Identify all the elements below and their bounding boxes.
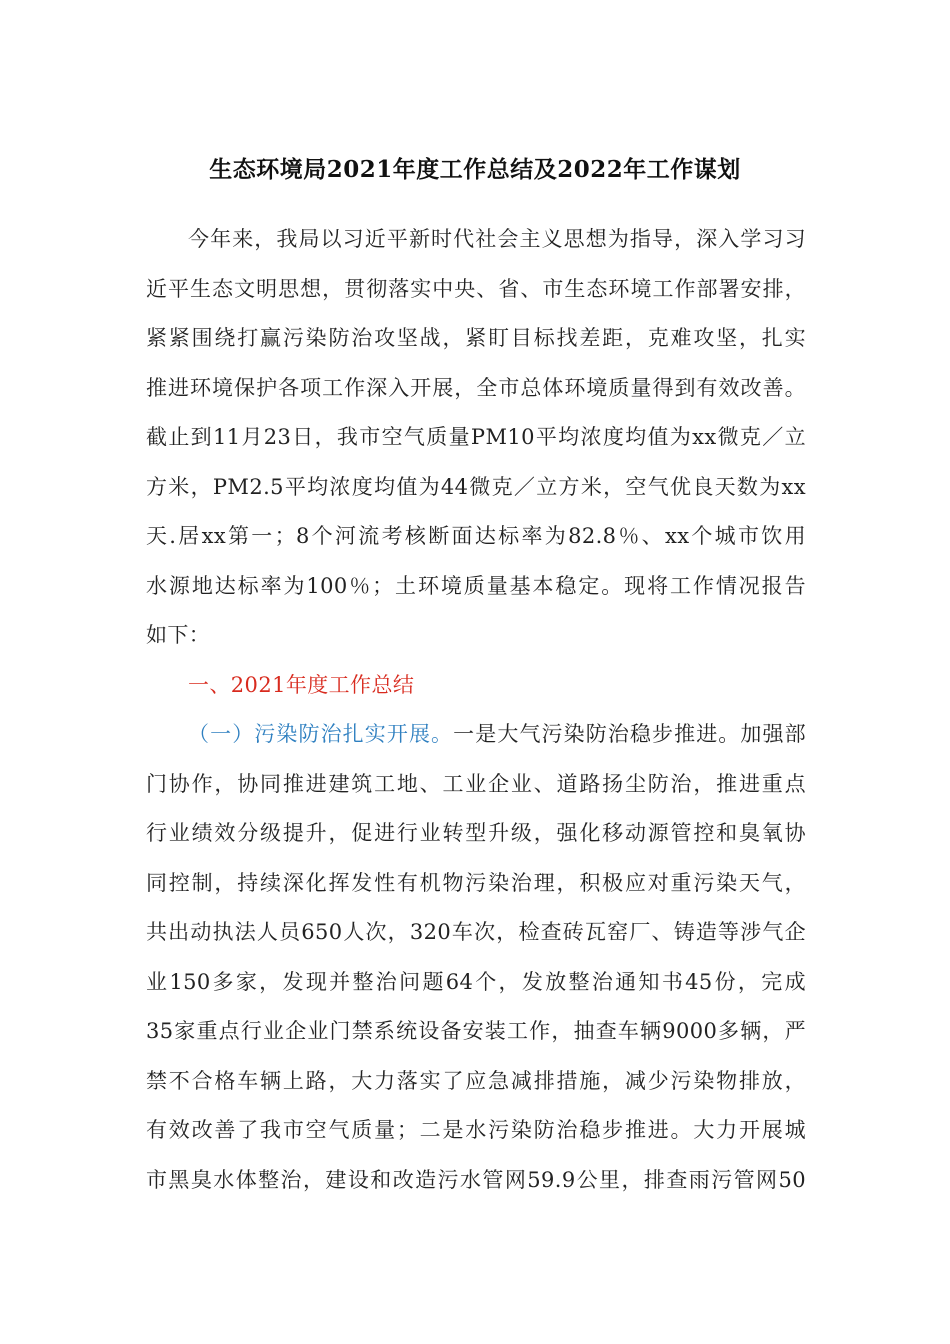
paragraph-line: 门协作，协同推进建筑工地、工业企业、道路扬尘防治，推进重点 [146,771,806,796]
paragraph-line: 禁不合格车辆上路，大力落实了应急减排措施，减少污染物排放， [146,1068,806,1093]
document-title: 生态环境局2021年度工作总结及2022年工作谋划 [209,156,741,183]
paragraph-line: 紧紧围绕打赢污染防治攻坚战，紧盯目标找差距，克难攻坚，扎实 [146,326,806,350]
paragraph-line: 有效改善了我市空气质量；二是水污染防治稳步推进。大力开展城 [146,1118,806,1142]
paragraph-line: 方米，PM2.5平均浓度均值为44微克／立方米，空气优良天数为xx [146,474,806,499]
paragraph-line: 市黑臭水体整治，建设和改造污水管网59.9公里，排查雨污管网50 [146,1167,806,1192]
subsection-first-line [146,710,806,760]
paragraph-line: 今年来，我局以习近平新时代社会主义思想为指导，深入学习习 [188,227,806,251]
paragraph-line: 如下： [146,623,211,647]
paragraph-line: 水源地达标率为100％；土环境质量基本稳定。现将工作情况报告 [146,573,806,598]
paragraph-line: 业150多家，发现并整治问题64个，发放整治通知书45份，完成 [146,969,806,994]
paragraph-line: 共出动执法人员650人次，320车次，检查砖瓦窑厂、铸造等涉气企 [146,920,806,944]
subsection-first-line-text: 一是大气污染防治稳步推进。加强部 [453,722,806,746]
paragraph-line: 天.居xx第一；8个河流考核断面达标率为82.8％、xx个城市饮用 [146,524,806,548]
paragraph-line: 近平生态文明思想，贯彻落实中央、省、市生态环境工作部署安排， [146,276,806,301]
paragraph-line: 同控制，持续深化挥发性有机物污染治理，积极应对重污染天气， [146,870,806,895]
paragraph-line: 行业绩效分级提升，促进行业转型升级，强化移动源管控和臭氧协 [146,821,806,845]
paragraph-line: 截止到11月23日，我市空气质量PM10平均浓度均值为xx微克／立 [146,425,806,449]
paragraph-line: 推进环境保护各项工作深入开展，全市总体环境质量得到有效改善。 [146,375,806,400]
paragraph-line: 35家重点行业企业门禁系统设备安装工作，抽查车辆9000多辆，严 [146,1019,806,1043]
section-heading: 一、2021年度工作总结 [188,672,415,697]
document-body [146,215,806,1205]
subsection-heading: （一）污染防治扎实开展。 [188,722,454,746]
